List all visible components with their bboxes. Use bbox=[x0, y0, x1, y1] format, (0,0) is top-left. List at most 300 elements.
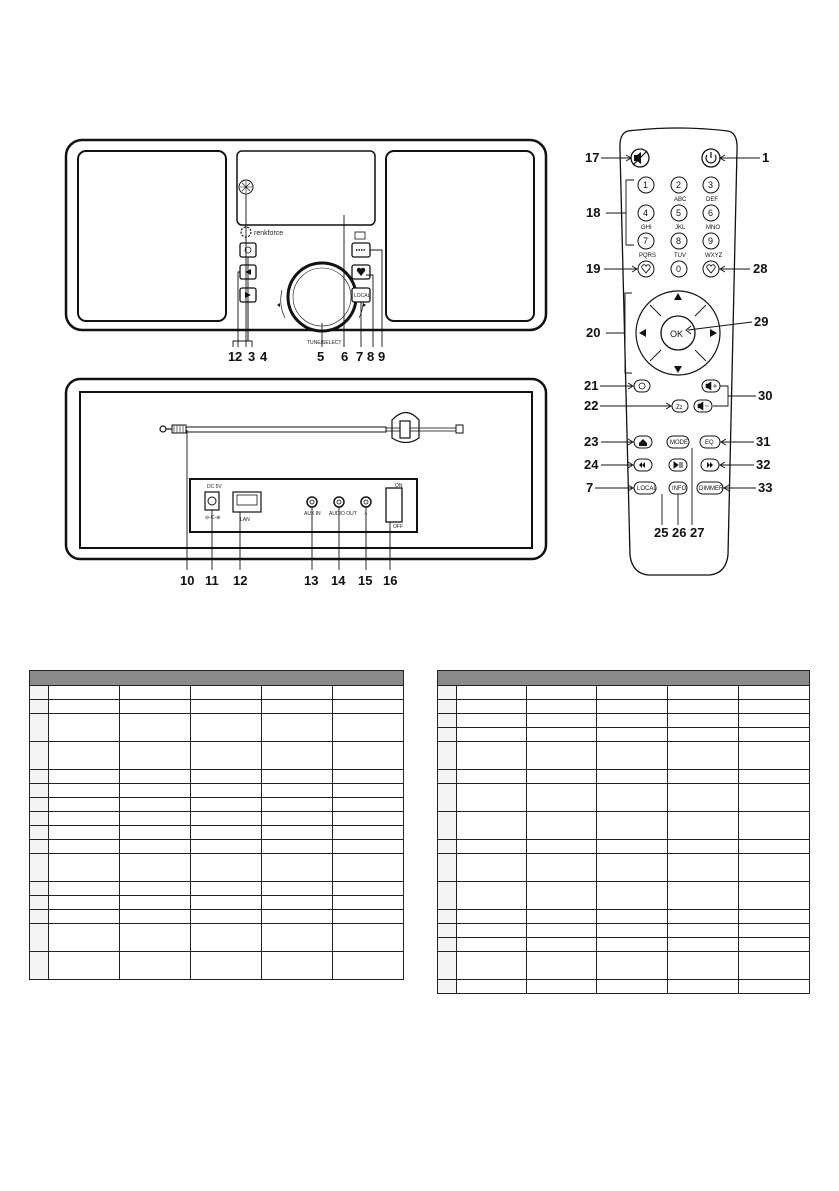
rear-callout: 12 bbox=[233, 573, 248, 588]
table-cell bbox=[438, 952, 457, 980]
table-cell bbox=[191, 700, 262, 714]
navigation-pad bbox=[636, 291, 720, 375]
table-cell bbox=[120, 714, 191, 742]
table-cell bbox=[333, 700, 404, 714]
table-cell bbox=[438, 714, 457, 728]
table-cell bbox=[739, 784, 810, 812]
table-cell bbox=[597, 812, 668, 840]
table-cell bbox=[457, 770, 527, 784]
table-row bbox=[30, 700, 404, 714]
table-cell bbox=[438, 770, 457, 784]
table-cell bbox=[457, 812, 527, 840]
left-speaker-grille bbox=[78, 151, 226, 321]
table-cell bbox=[597, 924, 668, 938]
table-cell bbox=[527, 854, 597, 882]
table-header bbox=[438, 671, 810, 686]
table-cell bbox=[49, 910, 120, 924]
table-cell bbox=[739, 854, 810, 882]
table-row bbox=[30, 784, 404, 798]
table-cell bbox=[30, 924, 49, 952]
svg-text:OK: OK bbox=[670, 329, 684, 339]
table-cell bbox=[668, 980, 739, 994]
table-cell bbox=[739, 770, 810, 784]
table-cell bbox=[191, 882, 262, 896]
table-row bbox=[438, 742, 810, 770]
remote-callout: 17 bbox=[585, 150, 600, 165]
svg-text:TUV: TUV bbox=[674, 253, 686, 259]
table-cell bbox=[527, 840, 597, 854]
table-cell bbox=[527, 952, 597, 980]
table-header bbox=[30, 671, 404, 686]
table-row bbox=[438, 770, 810, 784]
remote-callout: 24 bbox=[584, 457, 599, 472]
table-cell bbox=[333, 714, 404, 742]
table-cell bbox=[597, 980, 668, 994]
rear-callout: 15 bbox=[358, 573, 373, 588]
table-cell bbox=[333, 910, 404, 924]
table-cell bbox=[527, 728, 597, 742]
radio-rear-diagram bbox=[60, 375, 560, 595]
table-cell bbox=[30, 714, 49, 742]
table-cell bbox=[457, 686, 527, 700]
table-cell bbox=[668, 840, 739, 854]
svg-text:WXYZ: WXYZ bbox=[705, 253, 723, 259]
table-cell bbox=[120, 910, 191, 924]
table-cell bbox=[438, 686, 457, 700]
right-table bbox=[437, 670, 810, 994]
table-cell bbox=[333, 742, 404, 770]
table-cell bbox=[527, 700, 597, 714]
svg-text:INFO: INFO bbox=[672, 486, 687, 492]
table-cell bbox=[120, 700, 191, 714]
table-cell bbox=[527, 938, 597, 952]
table-cell bbox=[457, 938, 527, 952]
remote-callout: 7 bbox=[586, 480, 594, 495]
table-cell bbox=[49, 686, 120, 700]
table-cell bbox=[30, 742, 49, 770]
table-cell bbox=[457, 980, 527, 994]
remote-callout: 1 bbox=[762, 150, 770, 165]
table-cell bbox=[120, 770, 191, 784]
table-row bbox=[438, 854, 810, 882]
table-cell bbox=[739, 714, 810, 728]
knob-label: TUNE/SELECT bbox=[307, 340, 342, 346]
svg-text:LOCAL: LOCAL bbox=[354, 293, 371, 299]
table-cell bbox=[597, 952, 668, 980]
table-cell bbox=[262, 840, 333, 854]
svg-text:5: 5 bbox=[676, 208, 682, 218]
table-cell bbox=[30, 812, 49, 826]
rear-panel bbox=[80, 392, 532, 548]
table-cell bbox=[527, 742, 597, 770]
table-cell bbox=[527, 882, 597, 910]
remote-control-diagram bbox=[570, 125, 785, 590]
display-screen bbox=[237, 151, 375, 225]
table-cell bbox=[739, 952, 810, 980]
table-cell bbox=[739, 700, 810, 714]
table-row bbox=[30, 854, 404, 882]
table-cell bbox=[668, 882, 739, 910]
table-cell bbox=[333, 812, 404, 826]
table-cell bbox=[457, 840, 527, 854]
table-cell bbox=[30, 770, 49, 784]
front-callouts bbox=[228, 349, 385, 364]
table-row bbox=[438, 840, 810, 854]
favorite-store-button[interactable] bbox=[703, 261, 719, 277]
table-cell bbox=[527, 714, 597, 728]
table-cell bbox=[668, 728, 739, 742]
table-cell bbox=[739, 980, 810, 994]
table-cell bbox=[49, 742, 120, 770]
table-cell bbox=[597, 784, 668, 812]
svg-text:DEF: DEF bbox=[706, 197, 718, 203]
power-switch bbox=[386, 488, 402, 522]
svg-text:MNO: MNO bbox=[706, 225, 720, 231]
table-cell bbox=[262, 714, 333, 742]
table-cell bbox=[457, 910, 527, 924]
audio-out-label: AUDIO OUT bbox=[329, 511, 357, 517]
remote-callout: 32 bbox=[756, 457, 771, 472]
off-label: OFF bbox=[393, 524, 403, 530]
remote-callout: 27 bbox=[690, 525, 705, 540]
table-cell bbox=[191, 812, 262, 826]
headphone-jack bbox=[361, 497, 371, 507]
renkforce-logo bbox=[241, 227, 283, 237]
power-button[interactable] bbox=[240, 243, 256, 257]
table-cell bbox=[191, 784, 262, 798]
table-cell bbox=[49, 826, 120, 840]
table-row bbox=[30, 952, 404, 980]
table-cell bbox=[668, 812, 739, 840]
on-label: ON bbox=[395, 483, 403, 489]
front-callout: 2 bbox=[235, 349, 243, 364]
rear-callout: 13 bbox=[304, 573, 319, 588]
table-row bbox=[438, 882, 810, 910]
table-cell bbox=[191, 742, 262, 770]
table-cell bbox=[527, 910, 597, 924]
table-cell bbox=[120, 784, 191, 798]
front-callout: 4 bbox=[260, 349, 268, 364]
front-callout: 7 bbox=[356, 349, 364, 364]
front-callout: 5 bbox=[317, 349, 325, 364]
table-cell bbox=[191, 952, 262, 980]
table-cell bbox=[668, 938, 739, 952]
aux-in-jack bbox=[307, 497, 317, 507]
front-callout: 6 bbox=[341, 349, 349, 364]
table-cell bbox=[438, 938, 457, 952]
table-cell bbox=[739, 938, 810, 952]
remote-callout: 30 bbox=[758, 388, 773, 403]
svg-text:JKL: JKL bbox=[675, 225, 686, 231]
rear-callouts bbox=[180, 573, 397, 588]
table-cell bbox=[333, 784, 404, 798]
remote-callout: 18 bbox=[586, 205, 601, 220]
table-row bbox=[438, 784, 810, 812]
table-row bbox=[438, 686, 810, 700]
table-cell bbox=[457, 784, 527, 812]
table-cell bbox=[438, 854, 457, 882]
table-cell bbox=[30, 700, 49, 714]
rear-callout: 11 bbox=[205, 573, 219, 588]
table-cell bbox=[49, 700, 120, 714]
remote-callout: 20 bbox=[586, 325, 601, 340]
svg-text:6: 6 bbox=[708, 208, 714, 218]
dc-jack bbox=[205, 492, 219, 510]
table-row bbox=[438, 924, 810, 938]
table-cell bbox=[739, 840, 810, 854]
remote-callout: 33 bbox=[758, 480, 773, 495]
table-cell bbox=[333, 840, 404, 854]
table-row bbox=[30, 826, 404, 840]
table-cell bbox=[191, 770, 262, 784]
table-cell bbox=[333, 854, 404, 882]
table-cell bbox=[457, 714, 527, 728]
table-cell bbox=[457, 924, 527, 938]
tune-select-knob[interactable] bbox=[288, 263, 356, 331]
table-cell bbox=[49, 784, 120, 798]
svg-text:2: 2 bbox=[676, 180, 682, 190]
table-row bbox=[438, 728, 810, 742]
remote-callout: 31 bbox=[756, 434, 771, 449]
table-cell bbox=[668, 770, 739, 784]
svg-text:MODE: MODE bbox=[670, 440, 688, 446]
table-cell bbox=[49, 882, 120, 896]
audio-out-jack bbox=[334, 497, 344, 507]
remote-callout: 23 bbox=[584, 434, 599, 449]
favorite-recall-button[interactable] bbox=[638, 261, 654, 277]
table-cell bbox=[333, 826, 404, 840]
svg-text:GHI: GHI bbox=[641, 225, 652, 231]
table-row bbox=[30, 812, 404, 826]
table-cell bbox=[262, 798, 333, 812]
table-cell bbox=[438, 882, 457, 910]
table-cell bbox=[438, 910, 457, 924]
svg-text:DIMMER: DIMMER bbox=[699, 486, 724, 492]
radio-front-diagram bbox=[60, 135, 560, 370]
table-cell bbox=[30, 854, 49, 882]
remote-callout: 25 bbox=[654, 525, 669, 540]
front-callout: 1 bbox=[228, 349, 236, 364]
alarm-button[interactable] bbox=[634, 380, 650, 392]
svg-text:0: 0 bbox=[676, 264, 682, 274]
table-cell bbox=[527, 770, 597, 784]
table-cell bbox=[597, 882, 668, 910]
table-cell bbox=[49, 854, 120, 882]
connector-panel bbox=[190, 479, 417, 532]
table-cell bbox=[30, 910, 49, 924]
table-cell bbox=[262, 854, 333, 882]
table-row bbox=[30, 714, 404, 742]
table-cell bbox=[739, 742, 810, 770]
front-callout: 3 bbox=[248, 349, 256, 364]
table-cell bbox=[262, 770, 333, 784]
table-cell bbox=[668, 784, 739, 812]
table-cell bbox=[438, 840, 457, 854]
svg-text:EQ: EQ bbox=[705, 440, 714, 446]
table-cell bbox=[262, 910, 333, 924]
table-cell bbox=[333, 952, 404, 980]
svg-text:3: 3 bbox=[708, 180, 714, 190]
front-callout: 8 bbox=[367, 349, 375, 364]
table-cell bbox=[438, 924, 457, 938]
antenna bbox=[160, 413, 463, 443]
aux-label: AUX IN bbox=[304, 511, 321, 517]
table-cell bbox=[457, 728, 527, 742]
table-cell bbox=[438, 700, 457, 714]
table-row bbox=[30, 742, 404, 770]
table-cell bbox=[739, 812, 810, 840]
table-cell bbox=[262, 924, 333, 952]
table-cell bbox=[333, 798, 404, 812]
table-row bbox=[438, 714, 810, 728]
table-cell bbox=[262, 826, 333, 840]
table-row bbox=[30, 840, 404, 854]
remote-callout: 19 bbox=[586, 261, 601, 276]
table-row bbox=[438, 910, 810, 924]
table-cell bbox=[438, 742, 457, 770]
table-cell bbox=[739, 882, 810, 910]
table-cell bbox=[438, 728, 457, 742]
table-cell bbox=[668, 700, 739, 714]
table-cell bbox=[49, 770, 120, 784]
table-cell bbox=[262, 700, 333, 714]
table-cell bbox=[668, 686, 739, 700]
table-row bbox=[30, 896, 404, 910]
table-cell bbox=[30, 882, 49, 896]
table-cell bbox=[597, 742, 668, 770]
table-cell bbox=[49, 714, 120, 742]
table-row bbox=[438, 952, 810, 980]
table-cell bbox=[191, 714, 262, 742]
table-cell bbox=[120, 924, 191, 952]
table-cell bbox=[262, 686, 333, 700]
table-cell bbox=[457, 882, 527, 910]
phones-label: ∩ bbox=[364, 511, 368, 517]
remote-callout: 22 bbox=[584, 398, 599, 413]
table-cell bbox=[262, 896, 333, 910]
menu-top-icon bbox=[355, 232, 365, 239]
table-cell bbox=[739, 924, 810, 938]
table-cell bbox=[120, 840, 191, 854]
table-cell bbox=[262, 812, 333, 826]
table-cell bbox=[457, 742, 527, 770]
table-cell bbox=[49, 840, 120, 854]
table-cell bbox=[668, 952, 739, 980]
table-row bbox=[30, 882, 404, 896]
table-cell bbox=[191, 910, 262, 924]
table-cell bbox=[333, 686, 404, 700]
table-row bbox=[438, 812, 810, 840]
table-cell bbox=[333, 924, 404, 952]
left-table bbox=[29, 670, 404, 980]
table-cell bbox=[120, 854, 191, 882]
svg-text:1: 1 bbox=[643, 180, 649, 190]
rear-callout: 16 bbox=[383, 573, 398, 588]
table-cell bbox=[438, 812, 457, 840]
rear-callout: 10 bbox=[180, 573, 195, 588]
table-cell bbox=[457, 952, 527, 980]
table-cell bbox=[597, 854, 668, 882]
table-row bbox=[438, 938, 810, 952]
remote-callout: 21 bbox=[584, 378, 599, 393]
table-cell bbox=[597, 840, 668, 854]
table-cell bbox=[191, 854, 262, 882]
svg-text:PQRS: PQRS bbox=[639, 253, 657, 259]
table-row bbox=[30, 910, 404, 924]
table-row bbox=[438, 980, 810, 994]
table-cell bbox=[120, 798, 191, 812]
table-cell bbox=[527, 924, 597, 938]
table-cell bbox=[49, 798, 120, 812]
dc-label: DC 5V bbox=[207, 484, 222, 490]
svg-text:Zz: Zz bbox=[676, 405, 683, 411]
table-cell bbox=[120, 826, 191, 840]
remote-callout: 28 bbox=[753, 261, 768, 276]
remote-callout: 29 bbox=[754, 314, 769, 329]
table-cell bbox=[120, 896, 191, 910]
table-cell bbox=[49, 896, 120, 910]
table-cell bbox=[739, 686, 810, 700]
table-cell bbox=[668, 910, 739, 924]
table-cell bbox=[262, 952, 333, 980]
table-cell bbox=[191, 896, 262, 910]
table-row bbox=[30, 770, 404, 784]
table-cell bbox=[457, 700, 527, 714]
table-cell bbox=[191, 924, 262, 952]
remote-callout: 26 bbox=[672, 525, 687, 540]
table-cell bbox=[30, 798, 49, 812]
table-cell bbox=[191, 686, 262, 700]
table-row bbox=[30, 798, 404, 812]
svg-text:8: 8 bbox=[676, 236, 682, 246]
table-cell bbox=[668, 924, 739, 938]
table-cell bbox=[333, 770, 404, 784]
table-cell bbox=[49, 812, 120, 826]
rear-callout: 14 bbox=[331, 573, 346, 588]
table-cell bbox=[262, 882, 333, 896]
table-cell bbox=[30, 840, 49, 854]
table-cell bbox=[597, 938, 668, 952]
table-cell bbox=[739, 910, 810, 924]
brand-text: renkforce bbox=[254, 230, 284, 237]
table-cell bbox=[120, 742, 191, 770]
front-callout: 9 bbox=[378, 349, 386, 364]
table-row bbox=[30, 924, 404, 952]
table-row bbox=[438, 700, 810, 714]
table-cell bbox=[457, 854, 527, 882]
table-cell bbox=[120, 686, 191, 700]
lan-label: LAN bbox=[240, 517, 250, 523]
table-cell bbox=[527, 784, 597, 812]
table-cell bbox=[739, 728, 810, 742]
svg-text:LOCAL: LOCAL bbox=[637, 486, 657, 492]
table-cell bbox=[30, 826, 49, 840]
table-cell bbox=[527, 980, 597, 994]
svg-text:9: 9 bbox=[708, 236, 714, 246]
svg-text:ABC: ABC bbox=[674, 197, 687, 203]
table-cell bbox=[527, 686, 597, 700]
right-speaker-grille bbox=[386, 151, 534, 321]
table-cell bbox=[30, 896, 49, 910]
table-cell bbox=[527, 812, 597, 840]
table-cell bbox=[438, 784, 457, 812]
svg-text:4: 4 bbox=[643, 208, 649, 218]
svg-text:⊖-C-⊕: ⊖-C-⊕ bbox=[205, 515, 221, 521]
table-cell bbox=[30, 784, 49, 798]
table-cell bbox=[438, 980, 457, 994]
table-cell bbox=[262, 784, 333, 798]
table-cell bbox=[30, 686, 49, 700]
